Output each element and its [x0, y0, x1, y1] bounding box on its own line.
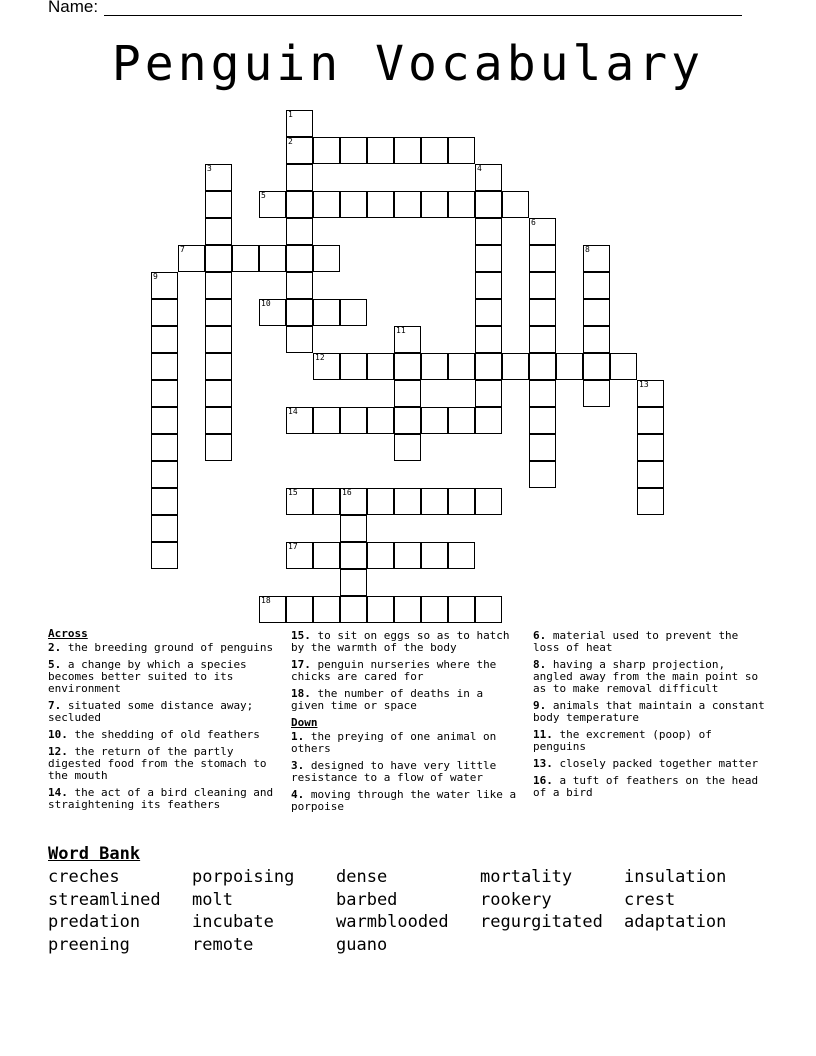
crossword-cell[interactable] — [448, 407, 475, 434]
crossword-cell[interactable] — [394, 353, 421, 380]
word-bank-item: remote — [192, 934, 254, 955]
clues-column-2 — [291, 630, 519, 818]
crossword-cell[interactable] — [475, 596, 502, 623]
crossword-cell[interactable] — [583, 380, 610, 407]
crossword-cell[interactable] — [340, 488, 367, 515]
crossword-cell[interactable] — [448, 353, 475, 380]
clue-across-14: 14. the act of a bird cleaning and straightening its feathers — [48, 786, 274, 811]
crossword-cell[interactable] — [313, 299, 340, 326]
crossword-cell[interactable] — [448, 596, 475, 623]
clue-number: 5 — [261, 191, 266, 200]
crossword-cell[interactable] — [205, 245, 232, 272]
clue-down-6: 6. material used to prevent the loss of heat — [533, 629, 739, 654]
clue-across-2: 2. the breeding ground of penguins — [48, 641, 274, 654]
clue-number: 9 — [153, 272, 158, 281]
crossword-cell[interactable] — [286, 191, 313, 218]
crossword-cell[interactable] — [313, 488, 340, 515]
crossword-cell[interactable] — [286, 542, 313, 569]
crossword-cell[interactable] — [529, 407, 556, 434]
crossword-cell[interactable] — [313, 542, 340, 569]
word-bank — [48, 866, 768, 956]
page-title: Penguin Vocabulary — [111, 36, 705, 92]
crossword-cell[interactable] — [205, 407, 232, 434]
clue-number: 1 — [288, 110, 293, 119]
clue-down-9: 9. animals that maintain a constant body temperature — [533, 699, 765, 724]
crossword-cell[interactable] — [421, 407, 448, 434]
crossword-cell[interactable] — [151, 380, 178, 407]
crossword-cell[interactable] — [205, 218, 232, 245]
crossword-cell[interactable] — [475, 272, 502, 299]
clue-number: 8 — [585, 245, 590, 254]
crossword-cell[interactable] — [475, 407, 502, 434]
crossword-cell[interactable] — [421, 596, 448, 623]
crossword-cell[interactable] — [475, 164, 502, 191]
clue-number: 15 — [288, 488, 298, 497]
clue-down-11: 11. the excrement (poop) of penguins — [533, 728, 712, 753]
crossword-cell[interactable] — [637, 488, 664, 515]
crossword-cell[interactable] — [205, 191, 232, 218]
crossword-cell[interactable] — [259, 299, 286, 326]
crossword-cell[interactable] — [286, 299, 313, 326]
crossword-cell[interactable] — [286, 272, 313, 299]
crossword-cell[interactable] — [637, 380, 664, 407]
crossword-cell[interactable] — [151, 353, 178, 380]
clue-down-16: 16. a tuft of feathers on the head of a bird — [533, 774, 759, 799]
crossword-cell[interactable] — [286, 326, 313, 353]
crossword-cell[interactable] — [475, 326, 502, 353]
clue-number: 18 — [261, 596, 271, 605]
crossword-cell[interactable] — [448, 542, 475, 569]
clue-down-8: 8. having a sharp projection, angled away from the main point so as to make removal difficult — [533, 658, 759, 695]
crossword-cell[interactable] — [340, 596, 367, 623]
clue-across-7: 7. situated some distance away; secluded — [48, 699, 254, 724]
crossword-cell[interactable] — [394, 407, 421, 434]
crossword-cell[interactable] — [205, 434, 232, 461]
crossword-cell[interactable] — [286, 218, 313, 245]
word-bank-item: rookery — [480, 889, 552, 910]
word-bank-item: mortality — [480, 867, 573, 887]
crossword-cell[interactable] — [421, 542, 448, 569]
clue-across-18: 18. the number of deaths in a given time or space — [291, 687, 484, 712]
crossword-cell[interactable] — [448, 137, 475, 164]
crossword-cell[interactable] — [313, 353, 340, 380]
word-bank-item: molt — [192, 889, 233, 910]
clue-number: 13 — [639, 380, 649, 389]
clue-down-13: 13. closely packed together matter — [533, 757, 759, 770]
crossword-cell[interactable] — [151, 299, 178, 326]
crossword-cell[interactable] — [259, 596, 286, 623]
clue-number: 7 — [180, 245, 185, 254]
crossword-cell[interactable] — [151, 542, 178, 569]
crossword-cell[interactable] — [205, 353, 232, 380]
crossword-cell[interactable] — [340, 542, 367, 569]
crossword-cell[interactable] — [151, 272, 178, 299]
crossword-cell[interactable] — [313, 245, 340, 272]
name-label: Name: — [48, 0, 99, 16]
crossword-cell[interactable] — [475, 353, 502, 380]
crossword-cell[interactable] — [151, 461, 178, 488]
crossword-cell[interactable] — [610, 353, 637, 380]
crossword-cell[interactable] — [448, 488, 475, 515]
crossword-cell[interactable] — [286, 488, 313, 515]
crossword-cell[interactable] — [259, 245, 286, 272]
word-bank-item: incubate — [192, 912, 274, 932]
clue-number: 2 — [288, 137, 293, 146]
word-bank-item: porpoising — [192, 867, 295, 887]
crossword-cell[interactable] — [583, 353, 610, 380]
crossword-cell[interactable] — [367, 488, 394, 515]
crossword-cell[interactable] — [286, 596, 313, 623]
clue-number: 3 — [207, 164, 212, 173]
crossword-cell[interactable] — [475, 218, 502, 245]
crossword-cell[interactable] — [421, 191, 448, 218]
crossword-cell[interactable] — [502, 353, 529, 380]
crossword-cell[interactable] — [421, 353, 448, 380]
crossword-cell[interactable] — [394, 191, 421, 218]
crossword-cell[interactable] — [583, 272, 610, 299]
crossword-cell[interactable] — [151, 488, 178, 515]
crossword-cell[interactable] — [205, 380, 232, 407]
crossword-cell[interactable] — [178, 245, 205, 272]
clue-across-10: 10. the shedding of old feathers — [48, 728, 260, 741]
crossword-cell[interactable] — [529, 326, 556, 353]
clues-column-1 — [48, 628, 280, 816]
word-bank-item: predation — [48, 912, 141, 932]
crossword-cell[interactable] — [286, 164, 313, 191]
crossword-cell[interactable] — [340, 407, 367, 434]
clue-number: 17 — [288, 542, 298, 551]
clue-across-5: 5. a change by which a species becomes better suited to its environment — [48, 658, 247, 695]
crossword-cell[interactable] — [394, 137, 421, 164]
word-bank-item: regurgitated — [480, 912, 603, 932]
crossword-cell[interactable] — [313, 596, 340, 623]
crossword-cell[interactable] — [529, 218, 556, 245]
crossword-cell[interactable] — [151, 515, 178, 542]
word-bank-item: streamlined — [48, 889, 161, 910]
clue-across-17: 17. penguin nurseries where the chicks are cared for — [291, 658, 497, 683]
clue-down-3: 3. designed to have very little resistance to a flow of water — [291, 759, 497, 784]
crossword-cell[interactable] — [259, 191, 286, 218]
clue-number: 11 — [396, 326, 406, 335]
crossword-cell[interactable] — [367, 353, 394, 380]
crossword-cell[interactable] — [367, 596, 394, 623]
crossword-cell[interactable] — [151, 407, 178, 434]
crossword-cell[interactable] — [340, 299, 367, 326]
clue-number: 4 — [477, 164, 482, 173]
crossword-cell[interactable] — [286, 137, 313, 164]
across-heading: Across — [48, 627, 88, 640]
clue-number: 16 — [342, 488, 352, 497]
crossword-cell[interactable] — [205, 272, 232, 299]
crossword-cell[interactable] — [421, 137, 448, 164]
crossword-cell[interactable] — [421, 488, 448, 515]
crossword-cell[interactable] — [637, 434, 664, 461]
down-heading: Down — [291, 716, 318, 729]
crossword-cell[interactable] — [637, 407, 664, 434]
crossword-cell[interactable] — [502, 191, 529, 218]
crossword-cell[interactable] — [286, 245, 313, 272]
crossword-cell[interactable] — [205, 326, 232, 353]
crossword-cell[interactable] — [313, 407, 340, 434]
crossword-cell[interactable] — [529, 245, 556, 272]
word-bank-item: warmblooded — [336, 912, 449, 932]
clue-number: 14 — [288, 407, 298, 416]
crossword-cell[interactable] — [367, 137, 394, 164]
crossword-cell[interactable] — [637, 461, 664, 488]
crossword-cell[interactable] — [529, 299, 556, 326]
crossword-cell[interactable] — [529, 353, 556, 380]
word-bank-item: adaptation — [624, 912, 727, 932]
clue-down-1: 1. the preying of one animal on others — [291, 730, 497, 755]
crossword-cell[interactable] — [475, 191, 502, 218]
crossword-cell[interactable] — [529, 461, 556, 488]
crossword-cell[interactable] — [529, 380, 556, 407]
crossword-cell[interactable] — [151, 434, 178, 461]
crossword-cell[interactable] — [313, 137, 340, 164]
crossword-cell[interactable] — [286, 407, 313, 434]
crossword-cell[interactable] — [205, 164, 232, 191]
word-bank-item: preening — [48, 934, 130, 955]
crossword-cell[interactable] — [367, 407, 394, 434]
crossword-cell[interactable] — [340, 569, 367, 596]
crossword-cell[interactable] — [529, 434, 556, 461]
crossword-cell[interactable] — [367, 191, 394, 218]
crossword-cell[interactable] — [340, 515, 367, 542]
clues-column-3 — [533, 630, 769, 804]
crossword-cell[interactable] — [394, 434, 421, 461]
crossword-cell[interactable] — [583, 245, 610, 272]
crossword-cell[interactable] — [475, 299, 502, 326]
word-bank-item: guano — [336, 934, 388, 955]
word-bank-title: Word Bank — [48, 844, 141, 864]
crossword-cell[interactable] — [529, 272, 556, 299]
crossword-cell[interactable] — [340, 137, 367, 164]
word-bank-item: dense — [336, 867, 388, 887]
word-bank-item: creches — [48, 867, 120, 887]
crossword-cell[interactable] — [394, 542, 421, 569]
crossword-cell[interactable] — [394, 596, 421, 623]
crossword-cell[interactable] — [475, 245, 502, 272]
crossword-cell[interactable] — [232, 245, 259, 272]
word-bank-item: crest — [624, 889, 676, 910]
crossword-cell[interactable] — [340, 191, 367, 218]
crossword-cell[interactable] — [340, 353, 367, 380]
clue-number: 10 — [261, 299, 271, 308]
crossword-cell[interactable] — [448, 191, 475, 218]
clue-number: 6 — [531, 218, 536, 227]
clue-across-15: 15. to sit on eggs so as to hatch by the warmth of the body — [291, 629, 510, 654]
crossword-cell[interactable] — [394, 380, 421, 407]
crossword-cell[interactable] — [556, 353, 583, 380]
crossword-cell[interactable] — [151, 326, 178, 353]
crossword-cell[interactable] — [583, 326, 610, 353]
crossword-cell[interactable] — [367, 542, 394, 569]
crossword-cell[interactable] — [313, 191, 340, 218]
crossword-cell[interactable] — [205, 299, 232, 326]
crossword-cell[interactable] — [583, 299, 610, 326]
word-bank-item: barbed — [336, 889, 398, 910]
clue-number: 12 — [315, 353, 325, 362]
word-bank-item: insulation — [624, 867, 727, 887]
crossword-cell[interactable] — [475, 380, 502, 407]
crossword-cell[interactable] — [394, 488, 421, 515]
crossword-cell[interactable] — [286, 110, 313, 137]
crossword-cell[interactable] — [394, 326, 421, 353]
clue-across-12: 12. the return of the partly digested food from the stomach to the mouth — [48, 745, 267, 782]
clue-down-4: 4. moving through the water like a porpoise — [291, 788, 517, 813]
crossword-cell[interactable] — [475, 488, 502, 515]
